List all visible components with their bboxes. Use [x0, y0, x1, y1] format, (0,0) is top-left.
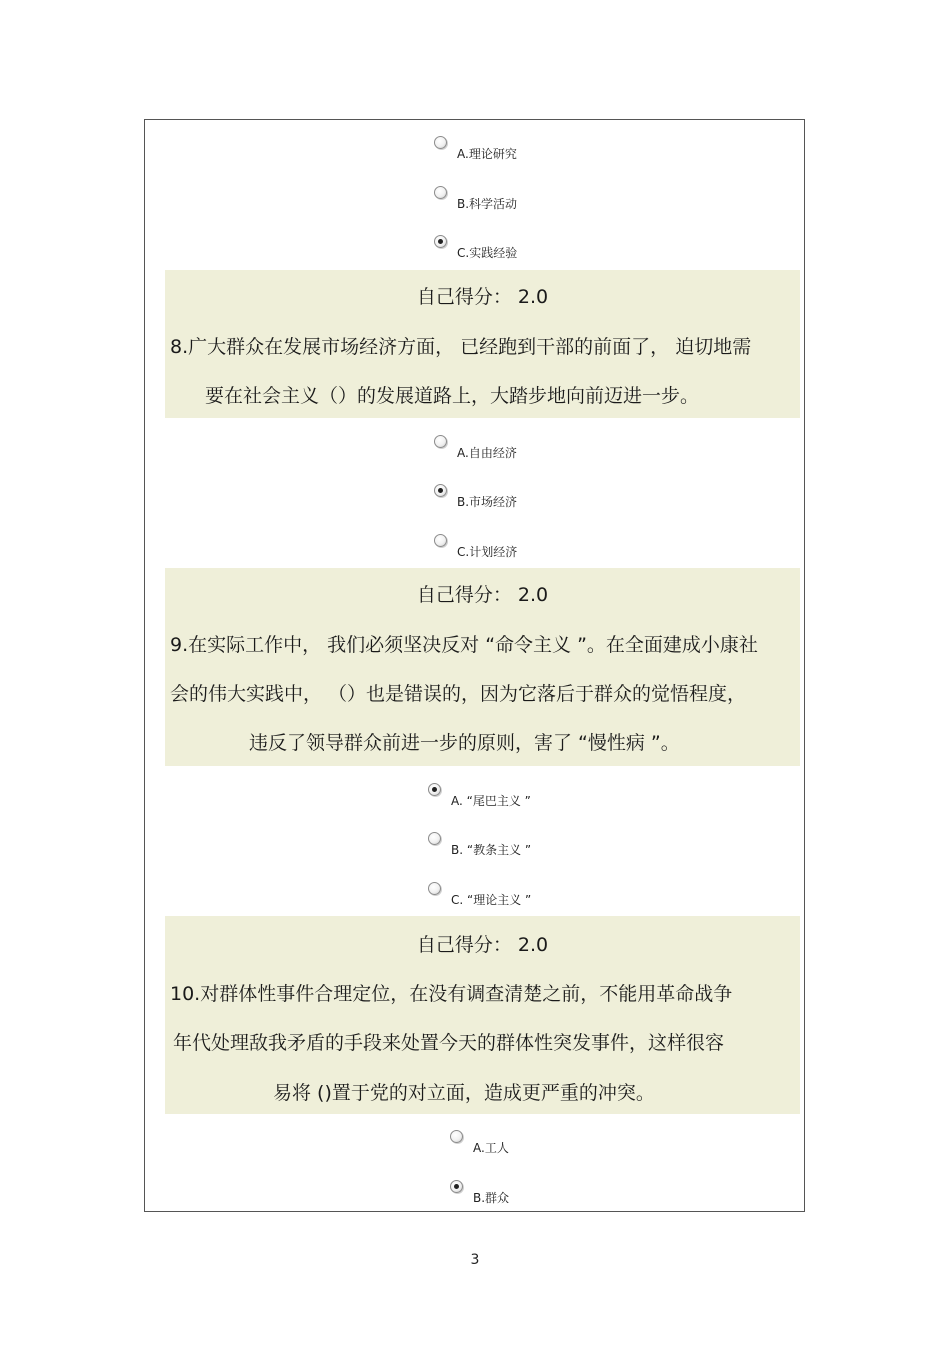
radio-unchecked-icon[interactable]	[434, 136, 447, 149]
question-text-line: 10.对群体性事件合理定位，在没有调查清楚之前，不能用革命战争	[170, 983, 733, 1005]
question-text-line: 年代处理敌我矛盾的手段来处置今天的群体性突发事件，这样很容	[173, 1032, 725, 1054]
question-10-block	[165, 916, 800, 1114]
radio-unchecked-icon[interactable]	[434, 435, 447, 448]
radio-unchecked-icon[interactable]	[428, 882, 441, 895]
radio-unchecked-icon[interactable]	[428, 832, 441, 845]
radio-checked-icon[interactable]	[434, 484, 447, 497]
question-text-line: 9.在实际工作中， 我们必须坚决反对 “命令主义 ”。在全面建成小康社	[170, 634, 758, 656]
question-9-block	[165, 568, 800, 766]
radio-unchecked-icon[interactable]	[434, 186, 447, 199]
question-text-line: 会的伟大实践中， （）也是错误的，因为它落后于群众的觉悟程度，	[170, 683, 747, 705]
question-text-line: 违反了领导群众前进一步的原则，害了 “慢性病 ”。	[249, 732, 680, 754]
question-8-block	[165, 270, 800, 418]
radio-checked-icon[interactable]	[434, 235, 447, 248]
question-table: A.理论研究 B.科学活动 C.实践经验 自己得分： 2.0 8.广大群众在发展市场经济方面， 已经跑到干部的前面了， 迫切地需 要在社会主义（）的发展道路上，大踏步地向前迈进一步。 A.自由经济 B.市场经济 C.计划经济 自己得分： 2.0 9.在实际工作中， 我们必须坚决反对 “命令主义 ”。在全面建成小康社 会的伟大实践中， （）也是错误的，因为它落后于群众的觉悟程度， 违反了领导群众前进一步的原则，害了 “慢性病 ”。 A. “尾巴主义 ” B. “教条主义 ” C. “理论主义 ” 自己得分： 2.0 10.对群体性事件合理定位，在没有调查清楚之前，不能用革命战争 年代处理敌我矛盾的手段来处置今天的群体性突发事件，这样很容 易将 ()置于党的对立面，造成更严重的冲突。 A.工人 B.群众	[144, 119, 805, 1212]
page-number: 3	[470, 1252, 480, 1268]
radio-unchecked-icon[interactable]	[434, 534, 447, 547]
question-text-line: 8.广大群众在发展市场经济方面， 已经跑到干部的前面了， 迫切地需	[170, 336, 752, 358]
score-label: 自己得分： 2.0	[416, 584, 549, 606]
question-text-line: 易将 ()置于党的对立面，造成更严重的冲突。	[273, 1082, 655, 1104]
score-label: 自己得分： 2.0	[416, 934, 549, 956]
radio-checked-icon[interactable]	[450, 1180, 463, 1193]
radio-checked-icon[interactable]	[428, 783, 441, 796]
score-label: 自己得分： 2.0	[416, 286, 549, 308]
question-text-line: 要在社会主义（）的发展道路上，大踏步地向前迈进一步。	[205, 385, 700, 407]
radio-unchecked-icon[interactable]	[450, 1130, 463, 1143]
